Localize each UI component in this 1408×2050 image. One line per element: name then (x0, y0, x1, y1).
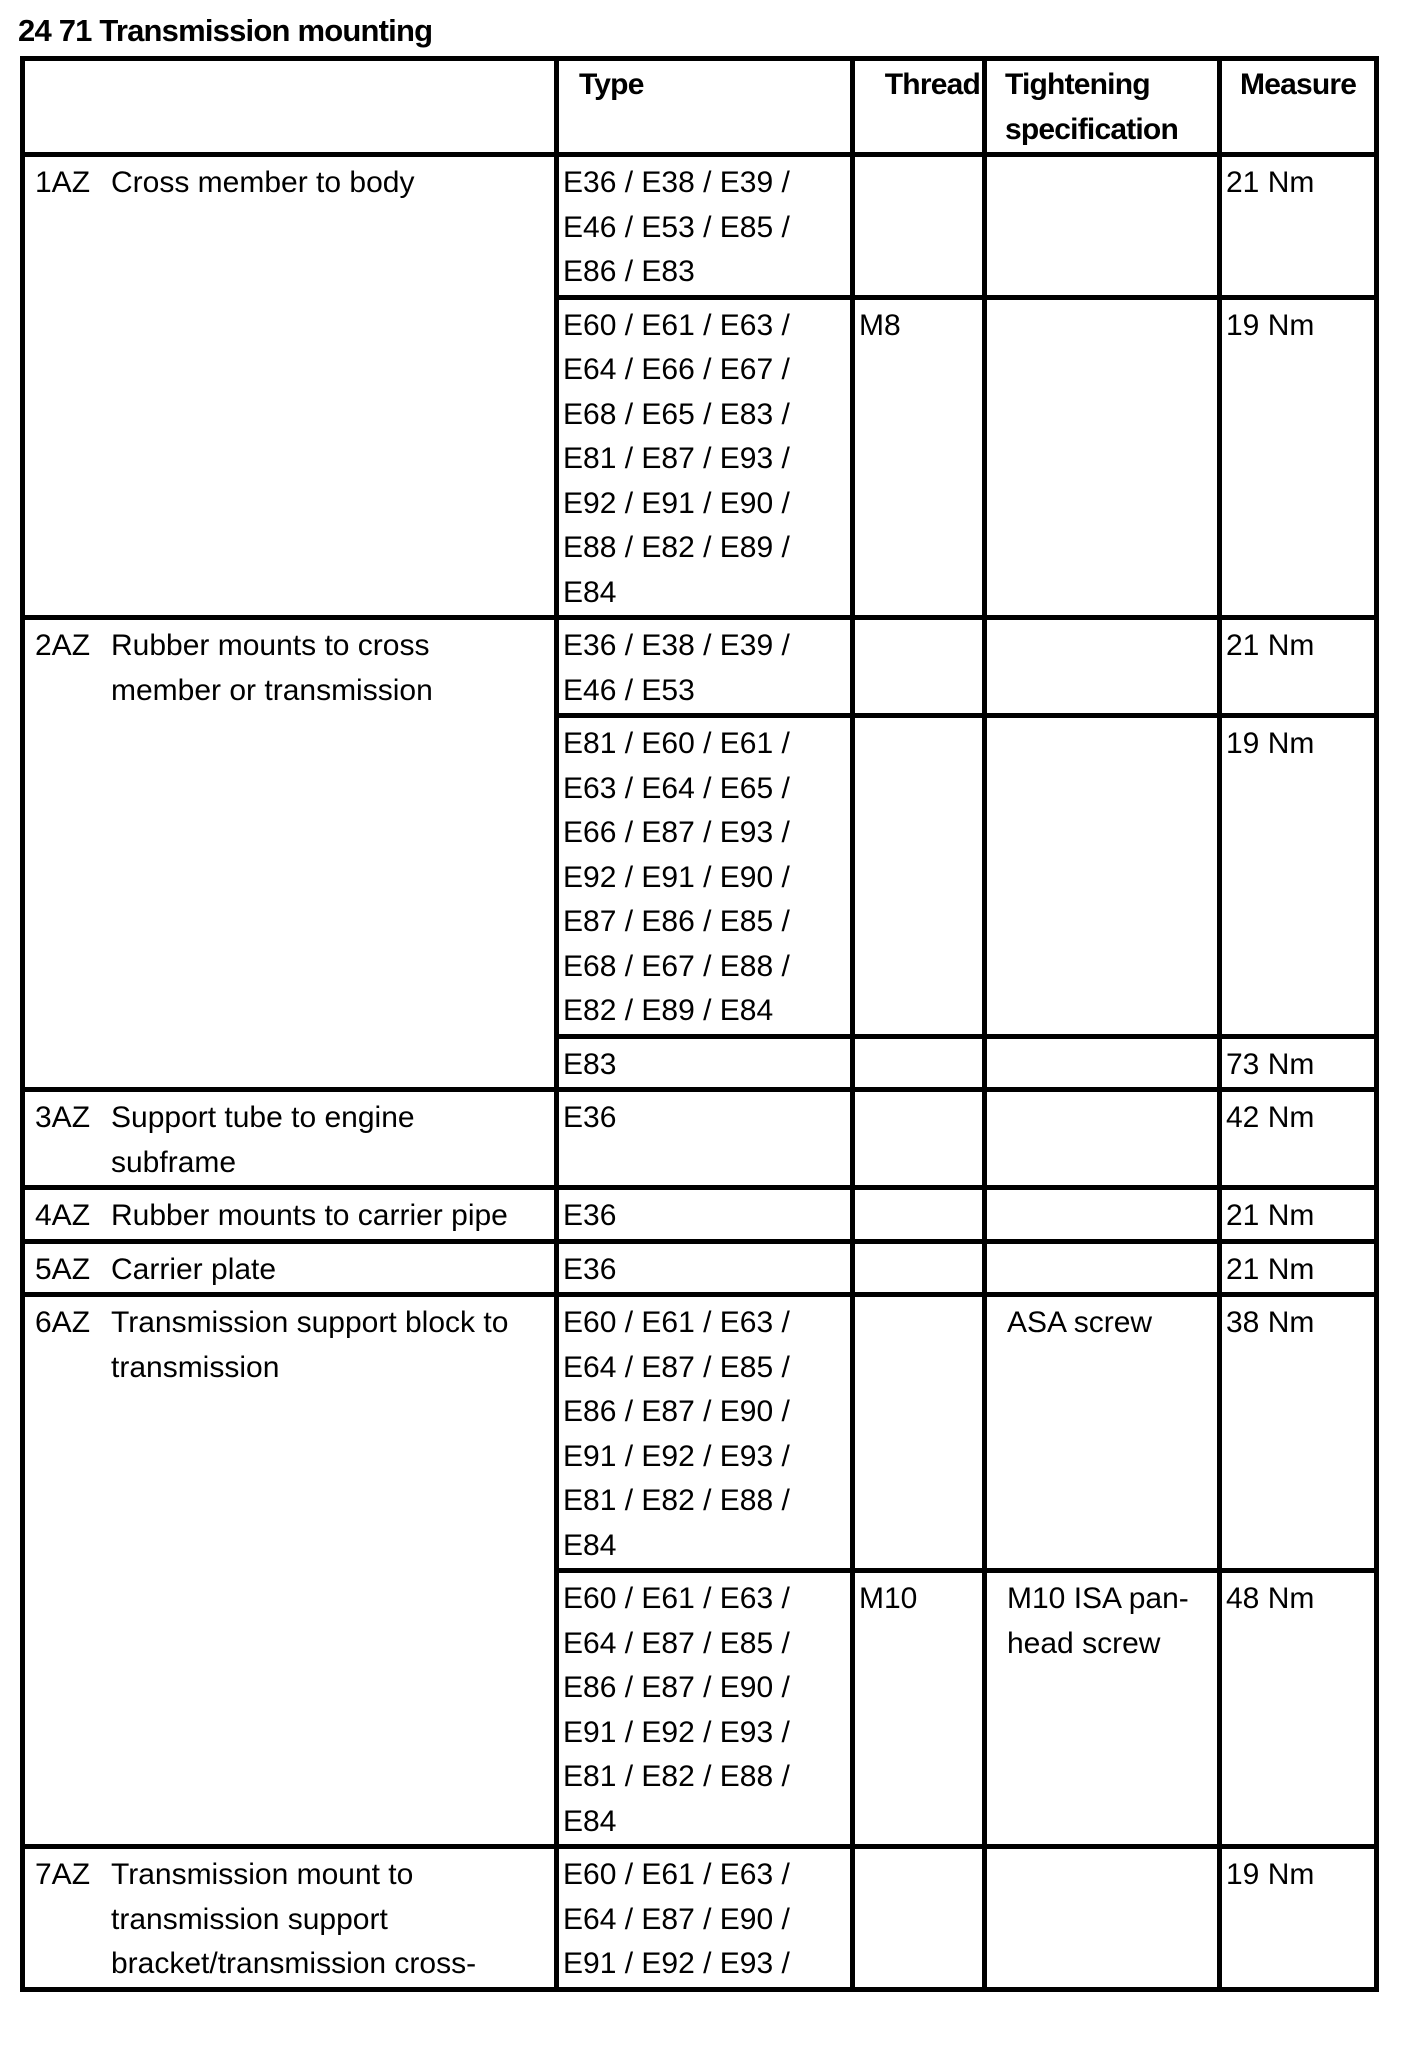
measure-cell: 19 Nm (1220, 1847, 1377, 1990)
header-thread: Thread (853, 59, 985, 155)
tightening-spec-cell (985, 1847, 1220, 1990)
measure-cell: 73 Nm (1220, 1036, 1377, 1090)
measure-cell: 21 Nm (1220, 1188, 1377, 1242)
table-row (23, 1847, 1377, 1990)
type-cell (557, 297, 853, 618)
table-row (23, 155, 1377, 298)
table-header-row (23, 59, 1377, 155)
table-body (23, 155, 1377, 1990)
thread-cell: M8 (853, 297, 985, 618)
header-type: Type (557, 59, 853, 155)
row-description-cell (23, 1295, 557, 1847)
row-description-cell (23, 1188, 557, 1242)
type-line: E64 / E66 / E67 / (563, 353, 790, 386)
type-line: E46 / E53 / E85 / (563, 210, 790, 244)
thread-cell (853, 716, 985, 1037)
position-code: 1AZ (35, 166, 91, 199)
description-text: Rubber mounts to cross member or transmission (111, 629, 433, 707)
type-cell (557, 1241, 853, 1295)
thread-cell: M10 (853, 1571, 985, 1847)
type-line: E46 / E53 (563, 673, 695, 707)
measure-cell: 38 Nm (1220, 1295, 1377, 1571)
type-line: E91 / E92 / E93 / (563, 1947, 790, 1980)
thread-cell (853, 1241, 985, 1295)
position-code: 7AZ (35, 1858, 91, 1891)
position-code: 3AZ (35, 1101, 91, 1134)
type-line: E87 / E86 / E85 / (563, 905, 790, 938)
type-line: E91 / E92 / E93 / (563, 1439, 790, 1473)
description-text: Rubber mounts to carrier pipe (111, 1199, 508, 1232)
type-line: E60 / E61 / E63 / (563, 1858, 790, 1891)
row-description-cell (23, 618, 557, 1090)
row-description-cell (23, 1241, 557, 1295)
type-cell (557, 618, 853, 716)
tightening-spec-cell (985, 297, 1220, 618)
type-line: E92 / E91 / E90 / (563, 860, 790, 894)
type-line: E36 (563, 1252, 617, 1286)
type-line: E84 (563, 1804, 617, 1838)
thread-cell (853, 1188, 985, 1242)
description-text: Transmission mount to transmission support bracket/transmission cross- (111, 1858, 477, 1980)
type-line: E63 / E64 / E65 / (563, 771, 790, 805)
measure-cell: 21 Nm (1220, 1241, 1377, 1295)
type-line: E60 / E61 / E63 / (563, 1582, 790, 1615)
type-line: E36 (563, 1199, 617, 1232)
header-measure: Measure (1220, 59, 1377, 155)
type-line: E68 / E65 / E83 / (563, 397, 790, 431)
position-code: 2AZ (35, 629, 91, 662)
type-line: E66 / E87 / E93 / (563, 816, 790, 849)
table-row (23, 1188, 1377, 1242)
type-line: E86 / E87 / E90 / (563, 1395, 790, 1428)
table-row (23, 1295, 1377, 1571)
type-line: E86 / E87 / E90 / (563, 1671, 790, 1704)
tightening-spec-cell (985, 1241, 1220, 1295)
tightening-spec-cell (985, 1036, 1220, 1090)
thread-cell (853, 1090, 985, 1188)
row-description-cell (23, 155, 557, 618)
tightening-spec-cell (985, 716, 1220, 1037)
type-cell (557, 155, 853, 298)
type-line: E83 (563, 1047, 617, 1081)
type-line: E64 / E87 / E85 / (563, 1626, 790, 1660)
type-line: E92 / E91 / E90 / (563, 486, 790, 520)
row-description-cell (23, 1090, 557, 1188)
type-line: E60 / E61 / E63 / (563, 1306, 790, 1339)
type-line: E81 / E82 / E88 / (563, 1484, 790, 1517)
tightening-spec-cell (985, 1188, 1220, 1242)
type-cell (557, 1847, 853, 1990)
type-line: E84 (563, 575, 617, 609)
description-text: Transmission support block to transmission (111, 1306, 509, 1384)
measure-cell: 42 Nm (1220, 1090, 1377, 1188)
type-line: E64 / E87 / E90 / (563, 1902, 790, 1936)
row-description-cell (23, 1847, 557, 1990)
type-line: E82 / E89 / E84 (563, 994, 774, 1027)
tightening-spec-cell (985, 155, 1220, 298)
table-row (23, 618, 1377, 716)
position-code: 5AZ (35, 1252, 91, 1286)
type-line: E36 / E38 / E39 / (563, 166, 790, 199)
type-line: E36 (563, 1101, 617, 1134)
type-line: E81 / E60 / E61 / (563, 727, 790, 760)
header-tightening-specification: Tightening specification (985, 59, 1220, 155)
type-line: E91 / E92 / E93 / (563, 1715, 790, 1749)
type-line: E81 / E82 / E88 / (563, 1760, 790, 1793)
measure-cell: 48 Nm (1220, 1571, 1377, 1847)
measure-cell: 19 Nm (1220, 297, 1377, 618)
type-line: E64 / E87 / E85 / (563, 1350, 790, 1384)
type-cell (557, 1295, 853, 1571)
thread-cell (853, 618, 985, 716)
torque-spec-table (20, 56, 1379, 1992)
thread-cell (853, 1847, 985, 1990)
tightening-spec-cell (985, 618, 1220, 716)
table-row (23, 1241, 1377, 1295)
type-cell (557, 1090, 853, 1188)
description-text: Support tube to engine subframe (111, 1101, 415, 1179)
thread-cell (853, 155, 985, 298)
type-cell (557, 1188, 853, 1242)
type-line: E88 / E82 / E89 / (563, 531, 790, 564)
type-line: E84 (563, 1528, 617, 1562)
tightening-spec-cell: ASA screw (985, 1295, 1220, 1571)
type-line: E86 / E83 (563, 255, 695, 288)
measure-cell: 19 Nm (1220, 716, 1377, 1037)
type-cell (557, 716, 853, 1037)
tightening-spec-cell (985, 1090, 1220, 1188)
header-description (23, 59, 557, 155)
measure-cell: 21 Nm (1220, 618, 1377, 716)
thread-cell (853, 1036, 985, 1090)
description-text: Carrier plate (111, 1252, 277, 1286)
tightening-spec-cell: M10 ISA pan-head screw (985, 1571, 1220, 1847)
type-line: E60 / E61 / E63 / (563, 308, 790, 342)
type-cell (557, 1571, 853, 1847)
thread-cell (853, 1295, 985, 1571)
section-title: 24 71 Transmission mounting (18, 13, 433, 48)
type-line: E36 / E38 / E39 / (563, 629, 790, 662)
description-text: Cross member to body (111, 166, 415, 199)
position-code: 4AZ (35, 1199, 91, 1232)
type-line: E68 / E67 / E88 / (563, 949, 790, 983)
measure-cell: 21 Nm (1220, 155, 1377, 298)
type-cell (557, 1036, 853, 1090)
type-line: E81 / E87 / E93 / (563, 442, 790, 475)
position-code: 6AZ (35, 1306, 91, 1339)
table-row (23, 1090, 1377, 1188)
